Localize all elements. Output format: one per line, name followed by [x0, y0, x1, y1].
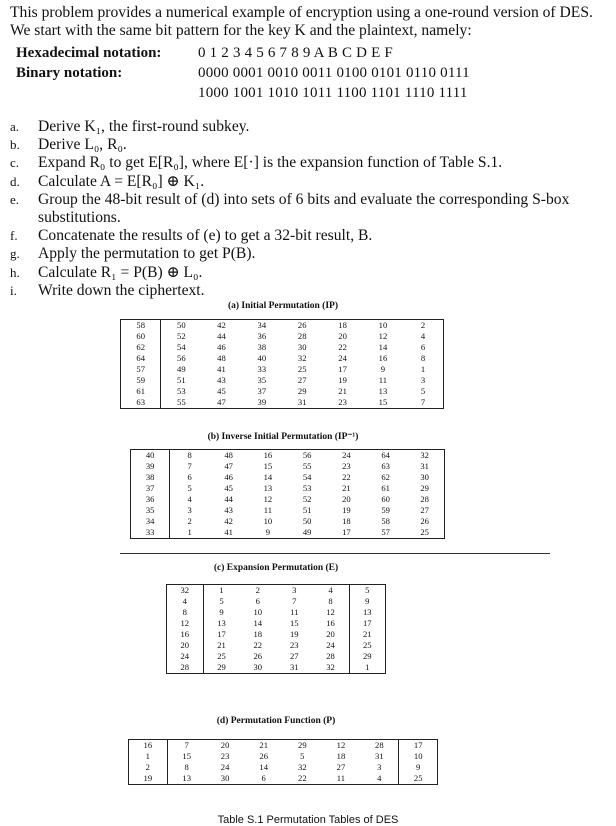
table-cell: 5 — [300, 751, 305, 761]
table-cell: 56 — [177, 353, 186, 363]
table-cell: 12 — [336, 740, 346, 750]
table-cell: 35 — [131, 505, 170, 516]
table-row — [131, 516, 445, 527]
table-cell: 2 — [129, 762, 168, 773]
table-cell: 14 — [263, 472, 273, 482]
table-cell: 16 — [313, 618, 350, 629]
table-row — [121, 331, 444, 342]
table-cell: 18 — [338, 320, 347, 330]
table-cell: 8 — [187, 450, 192, 460]
table-cell: 13 — [182, 773, 191, 783]
table-cell: 21 — [338, 386, 347, 396]
table-cell: 13 — [362, 607, 372, 617]
table-cell: 10 — [378, 320, 388, 330]
table-cell: 14 — [378, 342, 388, 352]
table-cell: 31 — [289, 662, 299, 672]
binary-line-1: 0000 0001 0010 0011 0100 0101 0110 0111 — [198, 65, 470, 81]
part-b: b. Derive L₀, R₀. — [10, 136, 127, 154]
table-cell: 63 — [381, 461, 390, 471]
table-cell: 22 — [342, 472, 351, 482]
table-cell: 5 — [187, 483, 192, 493]
problem-parts — [10, 118, 614, 300]
table-cell: 47 — [224, 461, 233, 471]
part-h: h. Calculate R₁ = P(B) ⊕ L₀. — [10, 263, 203, 281]
table-cell: 4 — [167, 596, 204, 607]
table-cell: 11 — [336, 773, 346, 783]
table-row — [121, 397, 444, 409]
table-cell: 33 — [257, 364, 267, 374]
table-cell: 28 — [297, 331, 307, 341]
table-cell: 29 — [297, 386, 307, 396]
table-cell: 64 — [121, 353, 161, 364]
table-cell: 17 — [413, 740, 423, 750]
table-cell: 15 — [289, 618, 299, 628]
table-cell: 18 — [342, 516, 351, 526]
table-cell: 20 — [167, 640, 204, 651]
table-cell: 28 — [313, 651, 350, 662]
table-cell: 47 — [217, 397, 226, 407]
table-cell: 20 — [313, 629, 350, 640]
table-cell: 25 — [362, 640, 372, 650]
table-cell: 9 — [365, 596, 370, 606]
table-cell: 57 — [381, 527, 390, 537]
table-cell: 32 — [297, 353, 307, 363]
table-cell: 17 — [217, 629, 226, 639]
table-cell: 64 — [381, 450, 390, 460]
table-cell: 3 — [187, 505, 192, 515]
table-cell: 11 — [290, 607, 299, 617]
part-e: e. Group the 48-bit result of (d) into sets of 6 bits and evaluate the corresponding S-box substitutions. — [10, 190, 570, 227]
table-cell: 40 — [131, 450, 170, 462]
table-cell: 21 — [342, 483, 351, 493]
table-cell: 8 — [184, 762, 189, 772]
table-cell: 3 — [292, 585, 297, 595]
table-cell: 32 — [420, 450, 429, 460]
table-cell: 46 — [217, 342, 226, 352]
table-cell: 60 — [381, 494, 390, 504]
table-cell: 26 — [259, 751, 268, 761]
table-cell: 29 — [298, 740, 307, 750]
table-cell: 37 — [131, 483, 170, 494]
table-cell: 22 — [253, 640, 263, 650]
expansion-caption: (c) Expansion Permutation (E) — [213, 563, 339, 573]
table-cell: 6 — [261, 773, 266, 783]
part-i: i. Write down the ciphertext. — [10, 281, 205, 299]
table-cell: 50 — [302, 516, 312, 526]
table-cell: 56 — [302, 450, 312, 460]
table-cell: 62 — [381, 472, 390, 482]
table-cell: 12 — [378, 331, 388, 341]
table-cell: 28 — [167, 662, 204, 674]
table-cell: 36 — [131, 494, 170, 505]
table-cell: 13 — [378, 386, 388, 396]
table-row — [167, 585, 386, 597]
table-cell: 60 — [121, 331, 161, 342]
table-cell: 55 — [302, 461, 312, 471]
table-cell: 11 — [263, 505, 273, 515]
table-cell: 4 — [313, 585, 350, 597]
table-cell: 9 — [380, 364, 386, 374]
table-cell: 7 — [420, 397, 426, 407]
table-cell: 49 — [302, 527, 312, 537]
table-row — [167, 629, 386, 640]
table-cell: 13 — [217, 618, 226, 628]
table-cell: 36 — [257, 331, 267, 341]
table-cell: 27 — [420, 505, 429, 515]
table-cell: 29 — [420, 483, 429, 493]
table-cell: 3 — [420, 375, 426, 385]
table-cell: 50 — [177, 320, 186, 330]
table-cell: 22 — [338, 342, 347, 352]
table-cell: 27 — [336, 762, 346, 772]
table-cell: 10 — [253, 607, 263, 617]
table-cell: 41 — [217, 364, 226, 374]
table-cell: 1 — [129, 751, 168, 762]
table-cell: 51 — [302, 505, 312, 515]
table-cell: 43 — [217, 375, 226, 385]
table-cell: 48 — [217, 353, 226, 363]
table-cell: 32 — [313, 662, 350, 674]
table-row — [167, 607, 386, 618]
table-row — [121, 353, 444, 364]
table-row — [121, 364, 444, 375]
table-cell: 54 — [177, 342, 186, 352]
table-row — [121, 342, 444, 353]
table-cell: 7 — [292, 596, 297, 606]
table-cell: 54 — [302, 472, 312, 482]
table-cell: 27 — [289, 651, 299, 661]
table-cell: 19 — [289, 629, 299, 639]
part-f: f. Concatenate the results of (e) to get a 32-bit result, B. — [10, 227, 373, 245]
binary-line-2: 1000 1001 1010 1011 1100 1101 1110 1111 — [198, 85, 468, 101]
table-cell: 61 — [121, 386, 161, 397]
table-cell: 13 — [263, 483, 273, 493]
table-cell: 14 — [259, 762, 268, 772]
table-cell: 38 — [257, 342, 267, 352]
table-cell: 46 — [224, 472, 233, 482]
table-cell: 25 — [297, 364, 307, 374]
table-cell: 20 — [220, 740, 230, 750]
table-cell: 28 — [360, 740, 399, 752]
ip-caption: (a) Initial Permutation (IP) — [227, 301, 339, 311]
table-cell: 10 — [413, 751, 423, 761]
table-cell: 17 — [342, 527, 351, 537]
table-cell: 19 — [129, 773, 168, 785]
table-cell: 23 — [220, 751, 230, 761]
expansion-permutation-table — [166, 584, 386, 674]
table-cell: 38 — [131, 472, 170, 483]
table-cell: 15 — [182, 751, 191, 761]
table-cell: 30 — [220, 773, 230, 783]
table-cell: 31 — [420, 461, 429, 471]
table-row — [121, 386, 444, 397]
table-cell: 26 — [420, 516, 429, 526]
table-cell: 4 — [360, 773, 399, 785]
table-cell: 40 — [257, 353, 267, 363]
table-cell: 21 — [259, 740, 268, 750]
table-cell: 62 — [121, 342, 161, 353]
table-cell: 58 — [381, 516, 390, 526]
table-cell: 59 — [121, 375, 161, 386]
permutation-function-table — [128, 739, 438, 785]
table-row — [131, 505, 445, 516]
table-cell: 37 — [257, 386, 267, 396]
table-cell: 49 — [177, 364, 186, 374]
table-cell: 24 — [167, 651, 204, 662]
table-row — [167, 651, 386, 662]
table-cell: 5 — [365, 585, 370, 595]
table-cell: 58 — [121, 320, 161, 332]
table-cell: 15 — [378, 397, 388, 407]
table-cell: 43 — [224, 505, 233, 515]
table-cell: 35 — [257, 375, 267, 385]
table-row — [167, 662, 386, 674]
table-cell: 4 — [187, 494, 192, 504]
table-cell: 44 — [224, 494, 233, 504]
table-cell: 45 — [217, 386, 226, 396]
table-cell: 39 — [257, 397, 267, 407]
table-cell: 48 — [224, 450, 233, 460]
table-cell: 61 — [381, 483, 390, 493]
table-row — [129, 773, 438, 785]
table-cell: 52 — [302, 494, 312, 504]
table-cell: 6 — [255, 596, 260, 606]
table-cell: 1 — [420, 364, 426, 374]
table-cell: 42 — [217, 320, 226, 330]
inverse-initial-permutation-table — [130, 449, 445, 539]
table-cell: 34 — [131, 516, 170, 527]
table-cell: 5 — [219, 596, 224, 606]
table-row — [129, 762, 438, 773]
table-row — [131, 527, 445, 539]
table-row — [131, 494, 445, 505]
table-row — [167, 618, 386, 629]
table-cell: 6 — [187, 472, 192, 482]
table-cell: 53 — [302, 483, 312, 493]
table-cell: 7 — [187, 461, 192, 471]
table-cell: 11 — [378, 375, 388, 385]
table-cell: 20 — [342, 494, 351, 504]
table-row — [131, 450, 445, 462]
table-cell: 9 — [416, 762, 421, 772]
problem-intro: This problem provides a numerical example of encryption using a one-round version of DES. We start with the same bit pattern for the key K and the plaintext, namely: — [10, 4, 593, 39]
notation-block — [16, 43, 606, 103]
table-cell: 23 — [289, 640, 299, 650]
table-cell: 9 — [265, 527, 271, 537]
table-cell: 26 — [253, 651, 263, 661]
part-g: g. Apply the permutation to get P(B). — [10, 245, 256, 263]
table-row — [167, 596, 386, 607]
table-cell: 9 — [219, 607, 224, 617]
table-cell: 3 — [360, 762, 399, 773]
table-cell: 17 — [362, 618, 372, 628]
table-cell: 55 — [177, 397, 186, 407]
table-row — [131, 483, 445, 494]
table-cell: 45 — [224, 483, 233, 493]
table-cell: 29 — [217, 662, 226, 672]
table-cell: 30 — [297, 342, 307, 352]
table-cell: 8 — [420, 353, 426, 363]
table-row — [129, 751, 438, 762]
hex-value: 0 1 2 3 4 5 6 7 8 9 A B C D E F — [198, 45, 393, 61]
table-row — [131, 472, 445, 483]
permutation-caption: (d) Permutation Function (P) — [216, 716, 336, 726]
table-cell: 24 — [220, 762, 230, 772]
table-cell: 5 — [420, 386, 426, 396]
table-cell: 17 — [338, 364, 347, 374]
table-cell: 42 — [224, 516, 233, 526]
table-cell: 25 — [217, 651, 226, 661]
table-cell: 51 — [177, 375, 186, 385]
table-cell: 15 — [263, 461, 273, 471]
table-cell: 57 — [121, 364, 161, 375]
table-row — [121, 320, 444, 332]
table-cell: 2 — [420, 320, 426, 330]
table-cell: 20 — [338, 331, 347, 341]
table-cell: 53 — [177, 386, 186, 396]
table-cell: 23 — [342, 461, 351, 471]
table-cell: 6 — [420, 342, 426, 352]
table-cell: 1 — [187, 527, 192, 537]
section-divider — [120, 553, 550, 554]
table-cell: 24 — [313, 640, 350, 651]
table-cell: 16 — [129, 740, 168, 752]
table-cell: 33 — [131, 527, 170, 539]
table-cell: 16 — [263, 450, 273, 460]
table-cell: 31 — [360, 751, 399, 762]
table-cell: 4 — [420, 331, 426, 341]
table-cell: 28 — [420, 494, 429, 504]
table-cell: 30 — [253, 662, 263, 672]
hex-label: Hexadecimal notation: — [16, 45, 162, 61]
table-cell: 2 — [187, 516, 192, 526]
table-cell: 24 — [342, 450, 351, 460]
table-row — [167, 640, 386, 651]
table-cell: 25 — [420, 527, 429, 537]
table-cell: 21 — [362, 629, 372, 639]
ip-inverse-caption: (b) Inverse Initial Permutation (IP⁻¹) — [207, 432, 359, 442]
table-cell: 31 — [297, 397, 307, 407]
binary-label: Binary notation: — [16, 65, 123, 81]
table-cell: 16 — [378, 353, 388, 363]
table-cell: 41 — [224, 527, 233, 537]
table-cell: 39 — [131, 461, 170, 472]
table-row — [129, 740, 438, 752]
table-cell: 18 — [336, 751, 346, 761]
table-cell: 52 — [177, 331, 186, 341]
table-cell: 27 — [297, 375, 307, 385]
table-cell: 23 — [338, 397, 347, 407]
table-cell: 1 — [365, 662, 370, 672]
table-cell: 34 — [257, 320, 267, 330]
part-a: a. Derive K₁, the first-round subkey. — [10, 118, 250, 135]
table-cell: 10 — [263, 516, 273, 526]
table-cell: 14 — [253, 618, 263, 628]
table-cell: 12 — [167, 618, 204, 629]
table-cell: 16 — [167, 629, 204, 640]
table-cell: 32 — [167, 585, 204, 597]
table-cell: 24 — [338, 353, 347, 363]
initial-permutation-table — [120, 319, 444, 409]
table-cell: 18 — [253, 629, 263, 639]
table-cell: 26 — [297, 320, 307, 330]
table-cell: 1 — [219, 585, 224, 595]
table-cell: 12 — [313, 607, 350, 618]
table-cell: 8 — [167, 607, 204, 618]
table-cell: 44 — [217, 331, 226, 341]
part-c: c. Expand R₀ to get E[R₀], where E[·] is the expansion function of Table S.1. — [10, 154, 503, 172]
table-row — [121, 375, 444, 386]
table-cell: 19 — [338, 375, 347, 385]
table-cell: 25 — [413, 773, 423, 783]
table-cell: 63 — [121, 397, 161, 409]
table-cell: 7 — [184, 740, 189, 750]
table-cell: 30 — [420, 472, 429, 482]
part-d: d. Calculate A = E[R₀] ⊕ K₁. — [10, 172, 205, 190]
table-cell: 12 — [263, 494, 273, 504]
table-cell: 59 — [381, 505, 390, 515]
table-cell: 21 — [217, 640, 226, 650]
table-cell: 8 — [313, 596, 350, 607]
table-cell: 2 — [255, 585, 260, 595]
table-row — [131, 461, 445, 472]
table-footer: Table S.1 Permutation Tables of DES — [217, 814, 399, 826]
table-cell: 22 — [298, 773, 307, 783]
table-cell: 29 — [362, 651, 372, 661]
table-cell: 32 — [298, 762, 307, 772]
table-cell: 19 — [342, 505, 351, 515]
